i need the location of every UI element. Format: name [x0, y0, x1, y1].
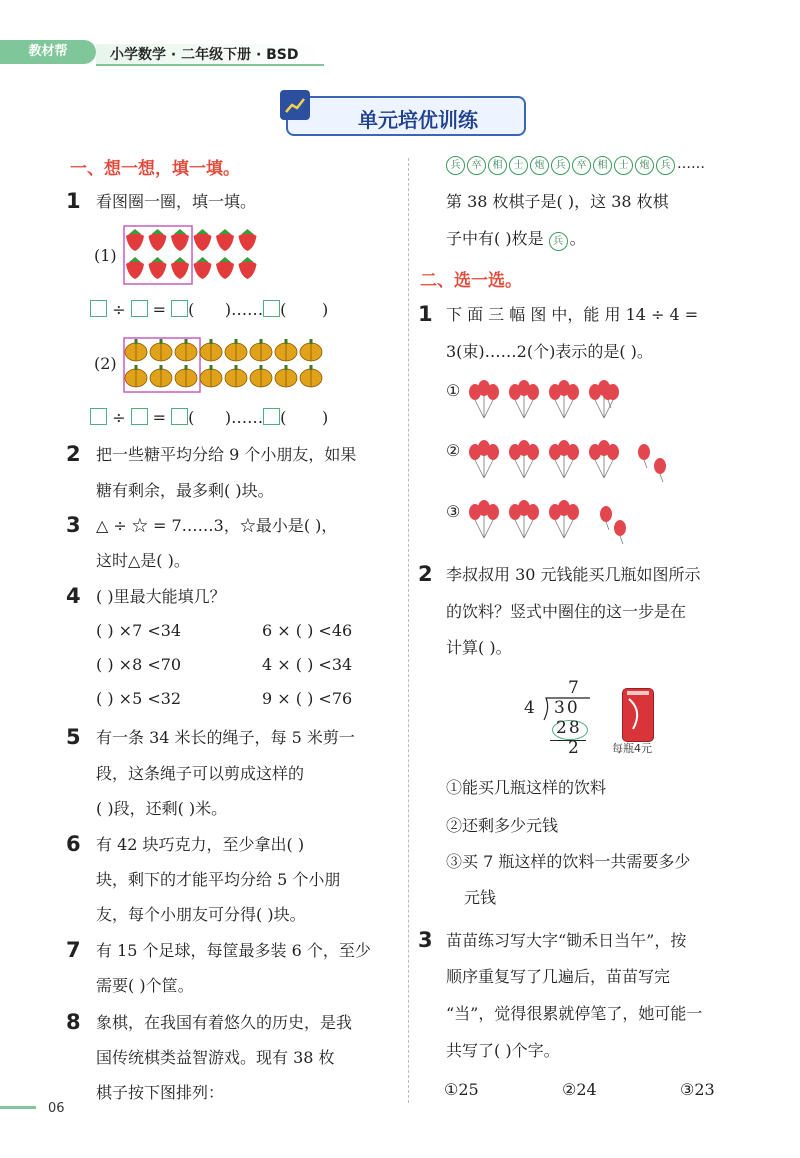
answer-box[interactable] [263, 300, 280, 317]
chart-trend-icon [280, 90, 310, 120]
pumpkin-icon [200, 365, 222, 387]
strawberry-icon [239, 257, 257, 279]
q1-row2: ÷ = ( )…… ( ) [90, 408, 328, 428]
chess-ellipsis: …… [677, 156, 705, 172]
q7-line1: 有 15 个足球，每筐最多装 6 个，至少 [96, 941, 371, 960]
s3-line3: “当”，觉得很累就停笔了，她可能一 [446, 1004, 703, 1023]
balloon-bunch [549, 500, 579, 538]
q8-line2: 国传统棋类益智游戏。现有 38 枚 [96, 1048, 335, 1067]
q8-line1: 象棋，在我国有着悠久的历史，是我 [96, 1013, 353, 1032]
s2-number: 2 [418, 562, 433, 586]
strawberry-icon [149, 257, 167, 279]
pumpkin-icon [225, 365, 247, 387]
s2-line1: 李叔叔用 30 元钱能买几瓶如图所示 [446, 565, 701, 584]
q4-r1-right: 6 × ( ) <46 [262, 621, 353, 640]
s1-option-1[interactable]: ① [446, 381, 461, 400]
chess-sequence [446, 156, 705, 175]
q5-line2: 段，这条绳子可以剪成这样的 [96, 764, 305, 783]
chess-piece-icon: 相 [488, 156, 507, 175]
s3-line2: 顺序重复写了几遍后，苗苗写完 [446, 967, 671, 986]
chess-piece-icon: 兵 [549, 232, 568, 251]
balloon-bunch [589, 380, 619, 418]
strawberry-icon [216, 229, 234, 251]
chess-piece-icon: 兵 [551, 156, 570, 175]
chess-piece-icon: 士 [614, 156, 633, 175]
q5-number: 5 [66, 725, 81, 749]
strawberry-icon [126, 257, 144, 279]
balloon-icon [600, 506, 612, 530]
balloon-bunch [469, 380, 499, 418]
answer-box[interactable] [263, 408, 280, 425]
q4-text: ( )里最大能填几？ [96, 587, 226, 606]
q1-number: 1 [66, 189, 81, 213]
balloon-bunch [549, 440, 579, 478]
balloon-bunch [469, 440, 499, 478]
division-divisor: 4 [524, 698, 535, 718]
balloon-bunch [469, 500, 499, 538]
pumpkin-icon [275, 365, 297, 387]
balloon-bunch [509, 500, 539, 538]
pumpkin-icon [175, 339, 197, 361]
chess-piece-icon: 炮 [635, 156, 654, 175]
balloon-icon [654, 458, 666, 482]
chess-piece-icon: 炮 [530, 156, 549, 175]
strawberry-icon [126, 229, 144, 251]
strawberry-icon [149, 229, 167, 251]
price-label: 每瓶4元 [612, 742, 652, 755]
q4-number: 4 [66, 584, 81, 608]
s3-option-3[interactable]: ③23 [680, 1080, 715, 1099]
balloon-bunch [509, 440, 539, 478]
pumpkin-icon [150, 339, 172, 361]
q1-part1-label: (1) [94, 246, 117, 265]
s1-option-2[interactable]: ② [446, 441, 461, 460]
q1-text: 看图圈一圈，填一填。 [96, 192, 257, 211]
s3-number: 3 [418, 928, 433, 952]
q2-line2: 糖有剩余，最多剩( )块。 [96, 481, 274, 500]
pumpkin-icon [175, 365, 197, 387]
s1-option-3[interactable]: ③ [446, 502, 461, 521]
chess-piece-icon: 兵 [656, 156, 675, 175]
pumpkin-icon [275, 339, 297, 361]
s1-line1: 下 面 三 幅 图 中，能 用 14 ÷ 4 = [446, 305, 699, 324]
pumpkin-icon [300, 365, 322, 387]
q4-r2-left: ( ) ×8 <70 [96, 655, 182, 674]
q3-line2: 这时△是( )。 [96, 551, 190, 570]
s3-option-1[interactable]: ①25 [444, 1080, 479, 1099]
answer-box[interactable] [90, 300, 107, 317]
balloon-illustrations [466, 374, 686, 544]
q2-line1: 把一些糖平均分给 9 个小朋友，如果 [96, 445, 357, 464]
q7-line2: 需要( )个筐。 [96, 976, 194, 995]
q8-result-text: 子中有( )枚是 [446, 229, 544, 248]
s2-option-3[interactable]: ③买 7 瓶这样的饮料一共需要多少 [446, 852, 691, 871]
chess-piece-icon: 卒 [467, 156, 486, 175]
page-bar [0, 1106, 36, 1109]
section-1-heading: 一、想一想，填一填。 [70, 159, 240, 179]
strawberry-icon [216, 257, 234, 279]
pumpkin-group [122, 336, 332, 394]
s1-number: 1 [418, 302, 433, 326]
pumpkin-icon [300, 339, 322, 361]
s2-option-3-cont: 元钱 [464, 888, 497, 907]
page-number: 06 [48, 1101, 65, 1116]
division-quotient: 7 [568, 678, 579, 698]
q7-number: 7 [66, 938, 81, 962]
answer-box[interactable] [171, 300, 188, 317]
section-2-heading: 二、选一选。 [420, 271, 522, 291]
chess-piece-icon: 兵 [446, 156, 465, 175]
division-product: 28 [556, 718, 582, 738]
q8-result-line2 [446, 229, 586, 251]
header-tab: 教材帮 [0, 40, 96, 64]
q1-row1: ÷ = ( )…… ( ) [90, 300, 328, 320]
pumpkin-icon [250, 339, 272, 361]
strawberry-icon [171, 257, 189, 279]
s2-line3: 计算( )。 [446, 638, 512, 657]
q3-line1: △ ÷ ☆ = 7……3，☆最小是( )， [96, 516, 338, 535]
s1-line2: 3(束)……2(个)表示的是( )。 [446, 342, 653, 361]
answer-box[interactable] [90, 408, 107, 425]
q5-line3: ( )段，还剩( )米。 [96, 799, 228, 818]
strawberry-icon [171, 229, 189, 251]
strawberry-icon [194, 229, 212, 251]
q6-number: 6 [66, 832, 81, 856]
s2-option-1[interactable]: ①能买几瓶这样的饮料 [446, 778, 607, 797]
q4-r3-left: ( ) ×5 <32 [96, 689, 182, 708]
q6-line1: 有 42 块巧克力，至少拿出( ) [96, 835, 305, 854]
q1-part2-label: (2) [94, 354, 117, 373]
s2-line2: 的饮料？竖式中圈住的这一步是在 [446, 602, 687, 621]
division-dividend: 30 [554, 698, 580, 718]
chess-piece-icon: 士 [509, 156, 528, 175]
chess-piece-icon: 相 [593, 156, 612, 175]
pumpkin-icon [125, 365, 147, 387]
answer-box[interactable] [171, 408, 188, 425]
chess-piece-icon: 卒 [572, 156, 591, 175]
page-title: 单元培优训练 [358, 108, 478, 132]
division-remainder: 2 [568, 738, 579, 758]
s3-line1: 苗苗练习写大字“锄禾日当午”，按 [446, 931, 687, 950]
strawberry-group [122, 224, 262, 286]
book-title: 小学数学 · 二年级下册 · BSD [96, 44, 324, 66]
q4-r3-right: 9 × ( ) <76 [262, 689, 353, 708]
balloon-bunch [509, 380, 539, 418]
q8-result-end: 。 [569, 229, 586, 248]
pumpkin-icon [225, 339, 247, 361]
q6-line2: 块，剩下的才能平均分给 5 个小朋 [96, 870, 341, 889]
q8-number: 8 [66, 1010, 81, 1034]
pumpkin-icon [200, 339, 222, 361]
s3-line4: 共写了( )个字。 [446, 1041, 560, 1060]
q8-result-line1: 第 38 枚棋子是( )，这 38 枚棋 [446, 192, 669, 211]
q3-number: 3 [66, 513, 81, 537]
long-division [524, 678, 604, 760]
pumpkin-icon [125, 339, 147, 361]
strawberry-icon [194, 257, 212, 279]
strawberry-icon [239, 229, 257, 251]
q8-line3: 棋子按下图排列： [96, 1083, 225, 1102]
s3-option-2[interactable]: ②24 [562, 1080, 597, 1099]
balloon-icon [638, 444, 650, 468]
column-divider [408, 158, 409, 1103]
pumpkin-icon [250, 365, 272, 387]
q4-r1-left: ( ) ×7 <34 [96, 621, 182, 640]
balloon-bunch [549, 380, 579, 418]
balloon-icon [614, 520, 626, 544]
q6-line3: 友，每个小朋友可分得( )块。 [96, 905, 306, 924]
drink-can-icon [622, 688, 654, 742]
answer-box[interactable] [131, 408, 148, 425]
pumpkin-icon [150, 365, 172, 387]
q4-r2-right: 4 × ( ) <34 [262, 655, 353, 674]
balloon-bunch [589, 440, 619, 478]
q5-line1: 有一条 34 米长的绳子，每 5 米剪一 [96, 728, 355, 747]
answer-box[interactable] [131, 300, 148, 317]
q2-number: 2 [66, 442, 81, 466]
s2-option-2[interactable]: ②还剩多少元钱 [446, 816, 559, 835]
